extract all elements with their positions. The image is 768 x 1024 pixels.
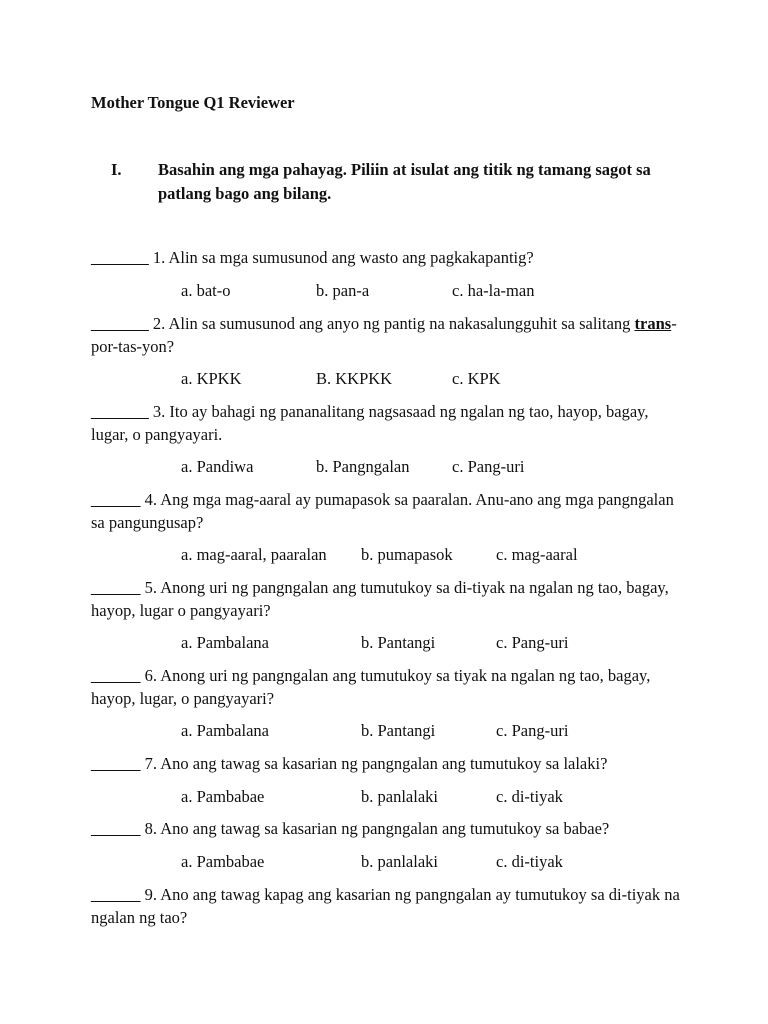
question-text: 9. Ano ang tawag kapag ang kasarian ng pangngalan ay tumutukoy sa di-tiyak na ngalan ng tao? — [91, 885, 680, 927]
answer-blank: _______ — [91, 248, 149, 267]
option-b: b. Pantangi — [361, 721, 436, 740]
option-c: c. Pang-uri — [452, 457, 525, 476]
option-a: a. Pandiwa — [181, 457, 254, 476]
answer-blank: ______ — [91, 754, 141, 773]
option-b: B. KKPKK — [316, 369, 393, 388]
answer-blank: ______ — [91, 666, 141, 685]
option-a: a. Pambabae — [181, 787, 265, 806]
question-text: 7. Ano ang tawag sa kasarian ng pangngalan ang tumutukoy sa lalaki? — [140, 754, 608, 773]
option-a: a. bat-o — [181, 281, 231, 300]
answer-blank: ______ — [91, 578, 141, 597]
section-number: I. — [111, 160, 122, 179]
question-text: 4. Ang mga mag-aaral ay pumapasok sa paaralan. Anu-ano ang mga pangngalan sa pangungusap? — [91, 490, 674, 532]
answer-blank: _______ — [91, 314, 149, 333]
question-text: 5. Anong uri ng pangngalan ang tumutukoy sa di-tiyak na ngalan ng tao, bagay, hayop, lugar o pangyayari? — [91, 578, 669, 620]
question-1 — [91, 246, 681, 269]
question-6 — [91, 664, 681, 710]
option-c: c. KPK — [452, 369, 501, 388]
question-3 — [91, 400, 681, 446]
option-c: c. mag-aaral — [496, 545, 578, 564]
option-c: c. di-tiyak — [496, 787, 563, 806]
option-b: b. panlalaki — [361, 787, 438, 806]
option-c: c. di-tiyak — [496, 852, 563, 871]
answer-blank: ______ — [91, 490, 141, 509]
question-text: 6. Anong uri ng pangngalan ang tumutukoy sa tiyak na ngalan ng tao, bagay, hayop, lugar, o pangyayari? — [91, 666, 651, 708]
option-c: c. ha-la-man — [452, 281, 535, 300]
question-text: 2. Alin sa sumusunod ang anyo ng pantig na nakasalungguhit sa salitang — [148, 314, 635, 333]
section-instruction-text: Basahin ang mga pahayag. Piliin at isulat ang titik ng tamang sagot sa patlang bago ang bilang. — [158, 160, 651, 203]
question-text-end: -por-tas-yon? — [91, 314, 677, 356]
option-c: c. Pang-uri — [496, 633, 569, 652]
option-a: a. Pambalana — [181, 721, 269, 740]
answer-blank: ______ — [91, 885, 141, 904]
option-c: c. Pang-uri — [496, 721, 569, 740]
answer-blank: ______ — [91, 819, 141, 838]
question-text: 1. Alin sa mga sumusunod ang wasto ang pagkakapantig? — [148, 248, 534, 267]
option-a: a. Pambalana — [181, 633, 269, 652]
question-5 — [91, 576, 681, 622]
page-title: Mother Tongue Q1 Reviewer — [91, 93, 295, 112]
answer-blank: _______ — [91, 402, 149, 421]
question-text: 8. Ano ang tawag sa kasarian ng pangngalan ang tumutukoy sa babae? — [140, 819, 610, 838]
option-a: a. mag-aaral, paaralan — [181, 545, 327, 564]
question-2 — [91, 312, 681, 358]
option-b: b. Pangngalan — [316, 457, 410, 476]
option-a: a. Pambabae — [181, 852, 265, 871]
question-8 — [91, 817, 681, 840]
option-b: b. Pantangi — [361, 633, 436, 652]
question-4 — [91, 488, 681, 534]
underlined-syllable: trans — [634, 314, 672, 333]
option-b: b. pumapasok — [361, 545, 453, 564]
option-b: b. panlalaki — [361, 852, 438, 871]
question-7 — [91, 752, 681, 775]
question-9 — [91, 883, 681, 929]
option-b: b. pan-a — [316, 281, 370, 300]
option-a: a. KPKK — [181, 369, 242, 388]
question-text: 3. Ito ay bahagi ng pananalitang nagsasaad ng ngalan ng tao, hayop, bagay, lugar, o pangyayari. — [91, 402, 649, 444]
